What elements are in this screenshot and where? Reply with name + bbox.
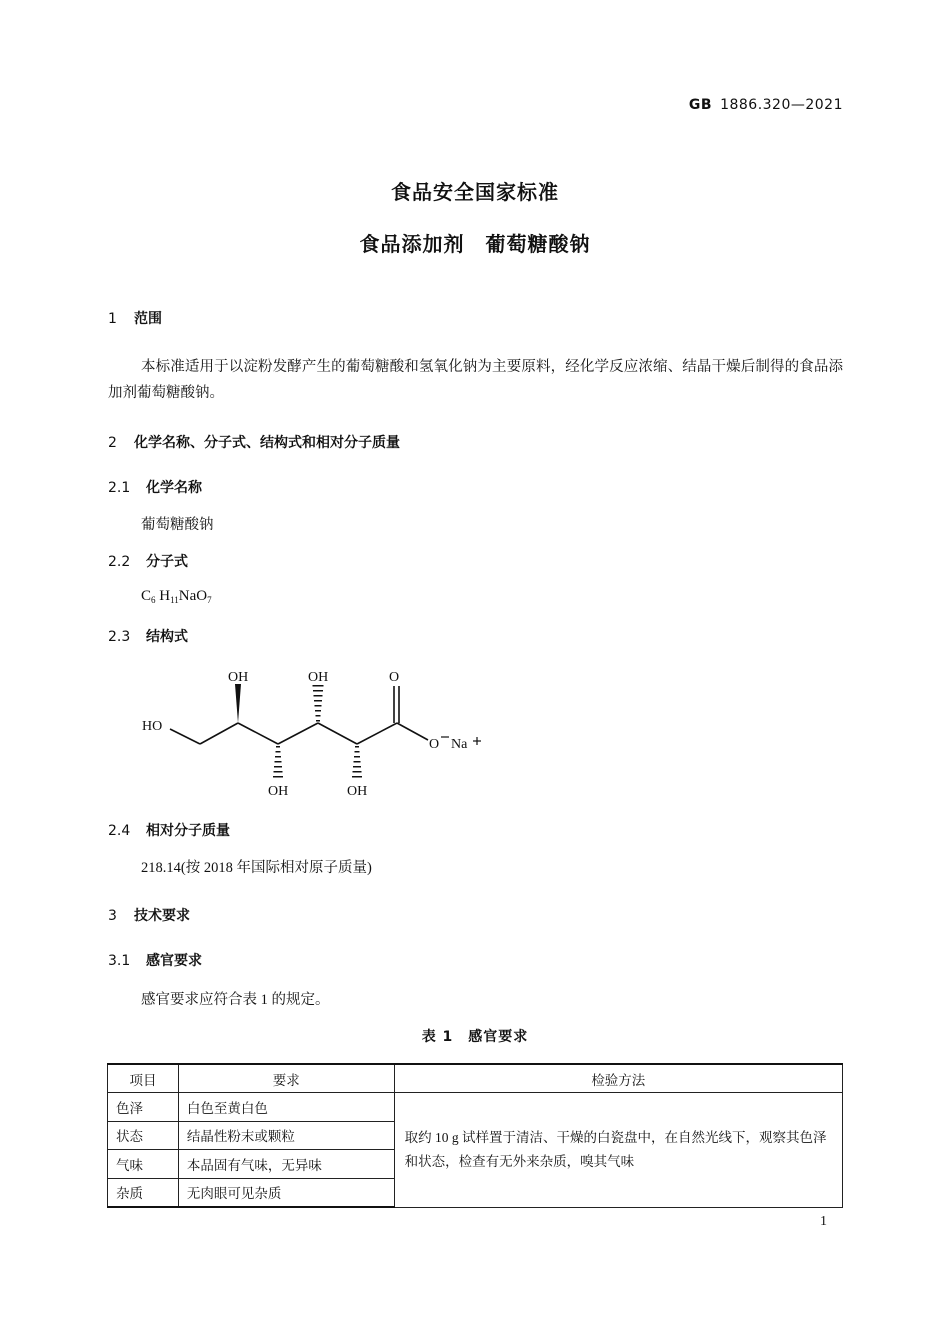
bond [318, 723, 357, 744]
section-2-4-heading [108, 820, 230, 840]
sensory-requirements-table [107, 1063, 843, 1208]
table-header: 检验方法 [394, 1064, 842, 1093]
hashed-bond [313, 685, 324, 722]
chemical-name: 葡萄糖酸钠 [141, 517, 214, 533]
hashed-bond [273, 746, 283, 778]
section-number: 2 [108, 435, 117, 451]
bond [200, 723, 238, 744]
bond [397, 723, 428, 740]
atom-label: Na [451, 737, 468, 752]
section-number: 2.2 [108, 554, 131, 570]
table-cell-requirement: 本品固有气味，无异味 [178, 1150, 394, 1179]
bond [278, 723, 318, 744]
section-title: 结构式 [146, 629, 188, 645]
section-number: 3.1 [108, 953, 131, 969]
section-3-heading [108, 905, 190, 925]
table-row [108, 1093, 843, 1122]
table-cell-requirement: 结晶性粉末或颗粒 [178, 1121, 394, 1150]
standard-prefix: GB [688, 97, 713, 113]
section-number: 1 [108, 311, 117, 327]
table-cell-item: 状态 [108, 1121, 179, 1150]
atom-label: OH [308, 670, 329, 685]
table-cell-item: 杂质 [108, 1178, 179, 1207]
table-cell-item: 色泽 [108, 1093, 179, 1122]
hashed-bond [352, 746, 362, 778]
page-number: 1 [820, 1214, 827, 1229]
table-header: 要求 [178, 1064, 394, 1093]
section-title: 化学名称、分子式、结构式和相对分子质量 [134, 435, 400, 451]
molecular-weight: 218.14(按 2018 年国际相对原子质量) [141, 860, 372, 876]
main-title: 食品安全国家标准 [391, 180, 559, 204]
section-title: 感官要求 [146, 953, 202, 969]
bond [170, 729, 200, 744]
section-1-text: 本标准适用于以淀粉发酵产生的葡萄糖酸和氢氧化钠为主要原料，经化学反应浓缩、结晶干燥后制得的食品添加剂葡萄糖酸钠。 [108, 359, 843, 401]
table-cell-requirement: 无肉眼可见杂质 [178, 1178, 394, 1207]
standard-code: 1886.320—2021 [720, 97, 843, 113]
atom-label: O [429, 737, 440, 752]
bond [238, 723, 278, 744]
section-title: 范围 [134, 311, 162, 327]
atom-label: OH [268, 784, 289, 799]
section-title: 化学名称 [146, 480, 202, 496]
section-title: 技术要求 [134, 908, 190, 924]
atom-label: OH [228, 670, 249, 685]
table-header: 项目 [108, 1064, 179, 1093]
table-header-row [108, 1064, 843, 1093]
molecular-formula: $C_6$ $H_{11}NaO_7$ [141, 588, 212, 605]
table-cell-item: 气味 [108, 1150, 179, 1179]
wedge-bond [235, 684, 241, 723]
table-caption: 表 1 感官要求 [421, 1029, 529, 1045]
bond [357, 723, 397, 744]
atom-label: O [389, 670, 400, 685]
section-number: 2.4 [108, 823, 131, 839]
section-number: 2.1 [108, 480, 131, 496]
section-3-1-text: 感官要求应符合表 1 的规定。 [141, 992, 330, 1008]
sub-title: 食品添加剂 葡萄糖酸钠 [359, 232, 591, 256]
section-3-1-heading [108, 950, 202, 970]
atom-label: OH [347, 784, 368, 799]
table-cell-requirement: 白色至黄白色 [178, 1093, 394, 1122]
table-cell-method: 取约 10 g 试样置于清洁、干燥的白瓷盘中，在自然光线下，观察其色泽和状态，检查有无外来杂质，嗅其气味 [394, 1093, 842, 1208]
section-title: 相对分子质量 [146, 823, 230, 839]
section-number: 2.3 [108, 629, 131, 645]
section-title: 分子式 [146, 554, 188, 570]
atom-label: HO [142, 719, 163, 734]
section-number: 3 [108, 908, 117, 924]
